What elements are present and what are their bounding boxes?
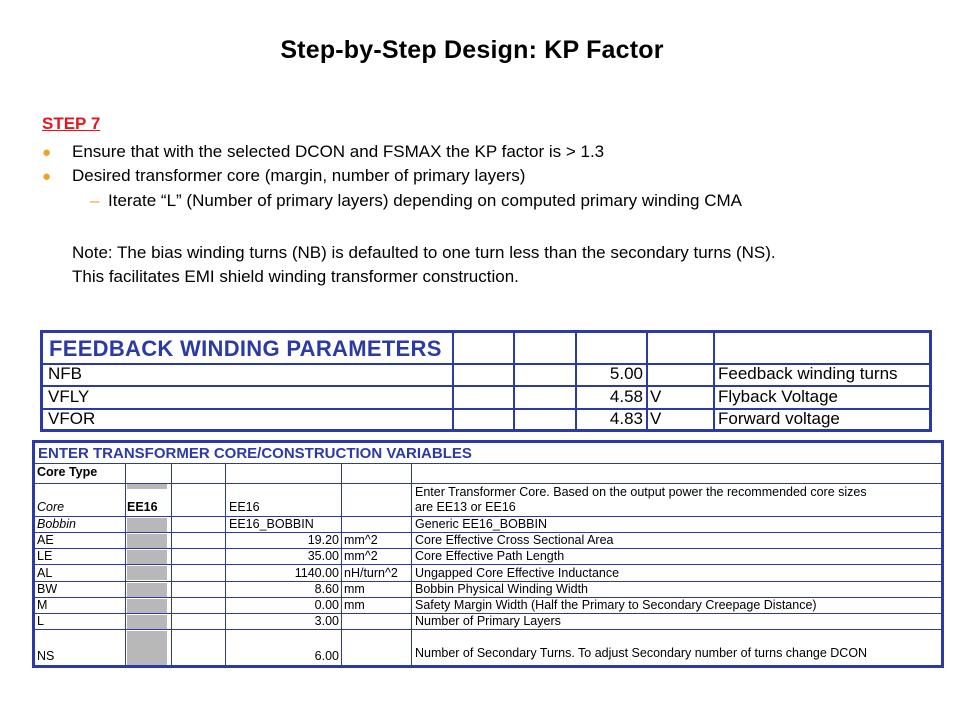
core-row-description: Enter Transformer Core. Based on the output power the recommended core sizes [415,485,867,499]
core-row-description: Number of Primary Layers [415,614,561,628]
fb-row-name: NFB [48,364,82,383]
core-row-value: 8.60 [314,582,339,596]
feedback-winding-table [40,330,932,432]
core-row-name: NS [37,649,55,663]
fb-row-unit: V [650,409,662,428]
core-row-unit: mm [344,598,365,612]
core-row-unit: nH/turn^2 [344,566,398,580]
core-row-name: M [37,598,48,612]
fb-row-value: 4.83 [609,409,643,428]
page-title: Step-by-Step Design: KP Factor [280,36,664,64]
core-row-unit: mm [344,582,365,596]
core-row-value: 19.20 [307,533,339,547]
core-row-description: Ungapped Core Effective Inductance [415,566,620,580]
core-type-label: Core Type [37,465,98,479]
fb-row-name: VFOR [48,409,96,428]
core-row-value: EE16 [229,500,260,514]
dash-icon: – [90,191,100,210]
core-row-value: 3.00 [314,614,339,628]
core-row-unit: mm^2 [344,549,378,563]
fb-row-unit: V [650,387,662,406]
core-table-header: ENTER TRANSFORMER CORE/CONSTRUCTION VARIABLES [38,445,472,462]
core-row-description: Bobbin Physical Winding Width [415,582,588,596]
core-input-value[interactable]: EE16 [127,500,158,514]
core-row-name: BW [37,582,58,596]
core-row-description: Safety Margin Width (Half the Primary to Secondary Creepage Distance) [415,598,817,612]
core-row-description: Number of Secondary Turns. To adjust Secondary number of turns change DCON [415,646,868,660]
bullet-icon: ● [42,144,52,161]
step-label: STEP 7 [42,114,101,133]
bullet-text-1: Ensure that with the selected DCON and FSMAX the KP factor is > 1.3 [72,142,605,161]
core-row-name: Core [37,500,65,514]
core-row-name: LE [37,549,53,563]
core-row-name: Bobbin [37,517,76,531]
feedback-table-header: FEEDBACK WINDING PARAMETERS [49,336,442,361]
fb-row-description: Forward voltage [718,409,840,428]
core-row-description: Core Effective Cross Sectional Area [415,533,614,547]
fb-row-value: 5.00 [609,364,643,383]
core-row-unit: mm^2 [344,533,378,547]
core-row-name: AE [37,533,54,547]
sub-bullet-text: Iterate “L” (Number of primary layers) depending on computed primary winding CMA [108,191,742,210]
fb-row-description: Feedback winding turns [718,364,898,383]
core-row-value: 1140.00 [294,566,339,580]
core-row-value: EE16_BOBBIN [229,517,314,531]
core-row-value: 0.00 [314,598,339,612]
bullet-text-2: Desired transformer core (margin, number of primary layers) [72,166,526,185]
fb-row-value: 4.58 [609,387,643,406]
core-row-name: L [37,614,44,628]
core-construction-table [32,440,944,668]
fb-row-description: Flyback Voltage [718,387,839,406]
core-row-description: Core Effective Path Length [415,549,565,563]
fb-row-name: VFLY [48,387,90,406]
core-row-value: 6.00 [314,649,339,663]
note-line-1: Note: The bias winding turns (NB) is defaulted to one turn less than the secondary turns (NS). [72,243,776,262]
core-row-value: 35.00 [307,549,339,563]
bullet-icon: ● [42,168,52,185]
core-row-description: Generic EE16_BOBBIN [415,517,548,531]
core-row-name: AL [37,566,53,580]
core-row-description-cont: are EE13 or EE16 [415,500,516,514]
note-line-2: This facilitates EMI shield winding transformer construction. [72,267,519,286]
